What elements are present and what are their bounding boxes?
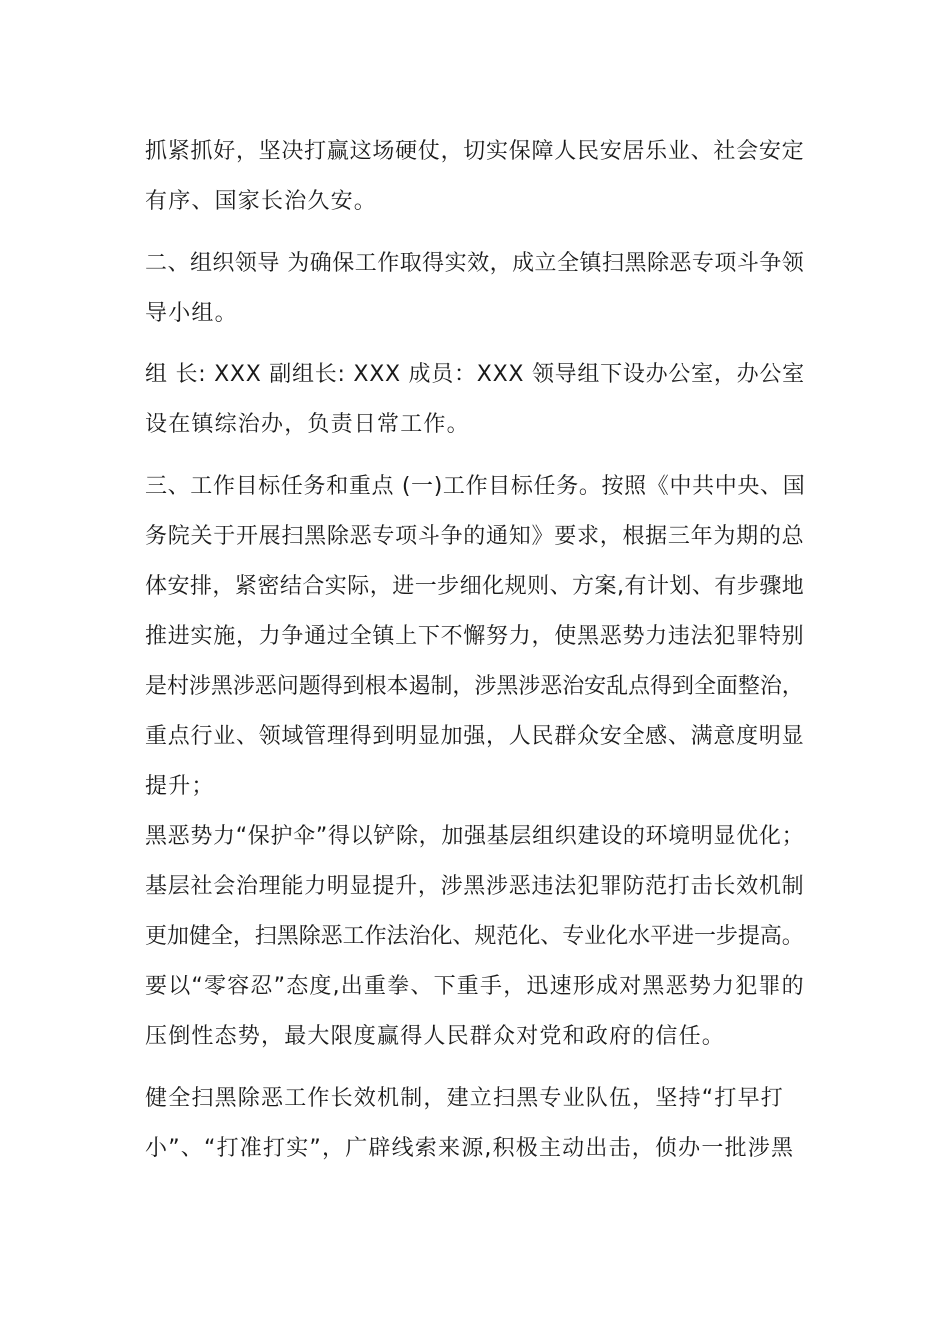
text-line: 推进实施，力争通过全镇上下不懈努力，使黑恶势力违法犯罪特别 <box>145 624 805 649</box>
text-line: 组 长: XXX 副组长: XXX 成员：XXX 领导组下设办公室，办公室 <box>145 362 805 387</box>
text-line: 务院关于开展扫黑除恶专项斗争的通知》要求，根据三年为期的总 <box>145 524 805 549</box>
text-line: 健全扫黑除恶工作长效机制，建立扫黑专业队伍，坚持“打早打 <box>145 1086 784 1111</box>
text-line: 重点行业、领域管理得到明显加强，人民群众安全感、满意度明显 <box>145 724 805 749</box>
text-line: 压倒性态势，最大限度赢得人民群众对党和政府的信任。 <box>145 1024 726 1049</box>
text-line: 基层社会治理能力明显提升，涉黑涉恶违法犯罪防范打击长效机制 <box>145 874 805 899</box>
text-line: 要以“零容忍”态度,出重拳、下重手，迅速形成对黑恶势力犯罪的 <box>145 974 805 999</box>
text-line: 黑恶势力“保护伞”得以铲除，加强基层组织建设的环境明显优化； <box>145 824 805 849</box>
text-line: 提升； <box>145 774 215 799</box>
text-line: 有序、国家长治久安。 <box>145 189 378 214</box>
text-line: 三、工作目标任务和重点 (一)工作目标任务。按照《中共中央、国 <box>145 474 806 499</box>
text-line: 更加健全，扫黑除恶工作法治化、规范化、专业化水平进一步提高。 <box>145 924 804 949</box>
text-line: 二、组织领导 为确保工作取得实效，成立全镇扫黑除恶专项斗争领 <box>145 251 805 276</box>
text-line: 抓紧抓好，坚决打赢这场硬仗，切实保障人民安居乐业、社会安定 <box>145 139 805 164</box>
text-line: 体安排，紧密结合实际，进一步细化规则、方案,有计划、有步骤地 <box>145 574 805 599</box>
text-line: 小”、“打准打实”，广辟线索来源,积极主动出击，侦办一批涉黑 <box>145 1136 795 1161</box>
text-line: 是村涉黑涉恶问题得到根本遏制，涉黑涉恶治安乱点得到全面整治， <box>145 674 804 699</box>
text-line: 设在镇综治办，负责日常工作。 <box>145 412 470 437</box>
text-line: 导小组。 <box>145 301 238 326</box>
